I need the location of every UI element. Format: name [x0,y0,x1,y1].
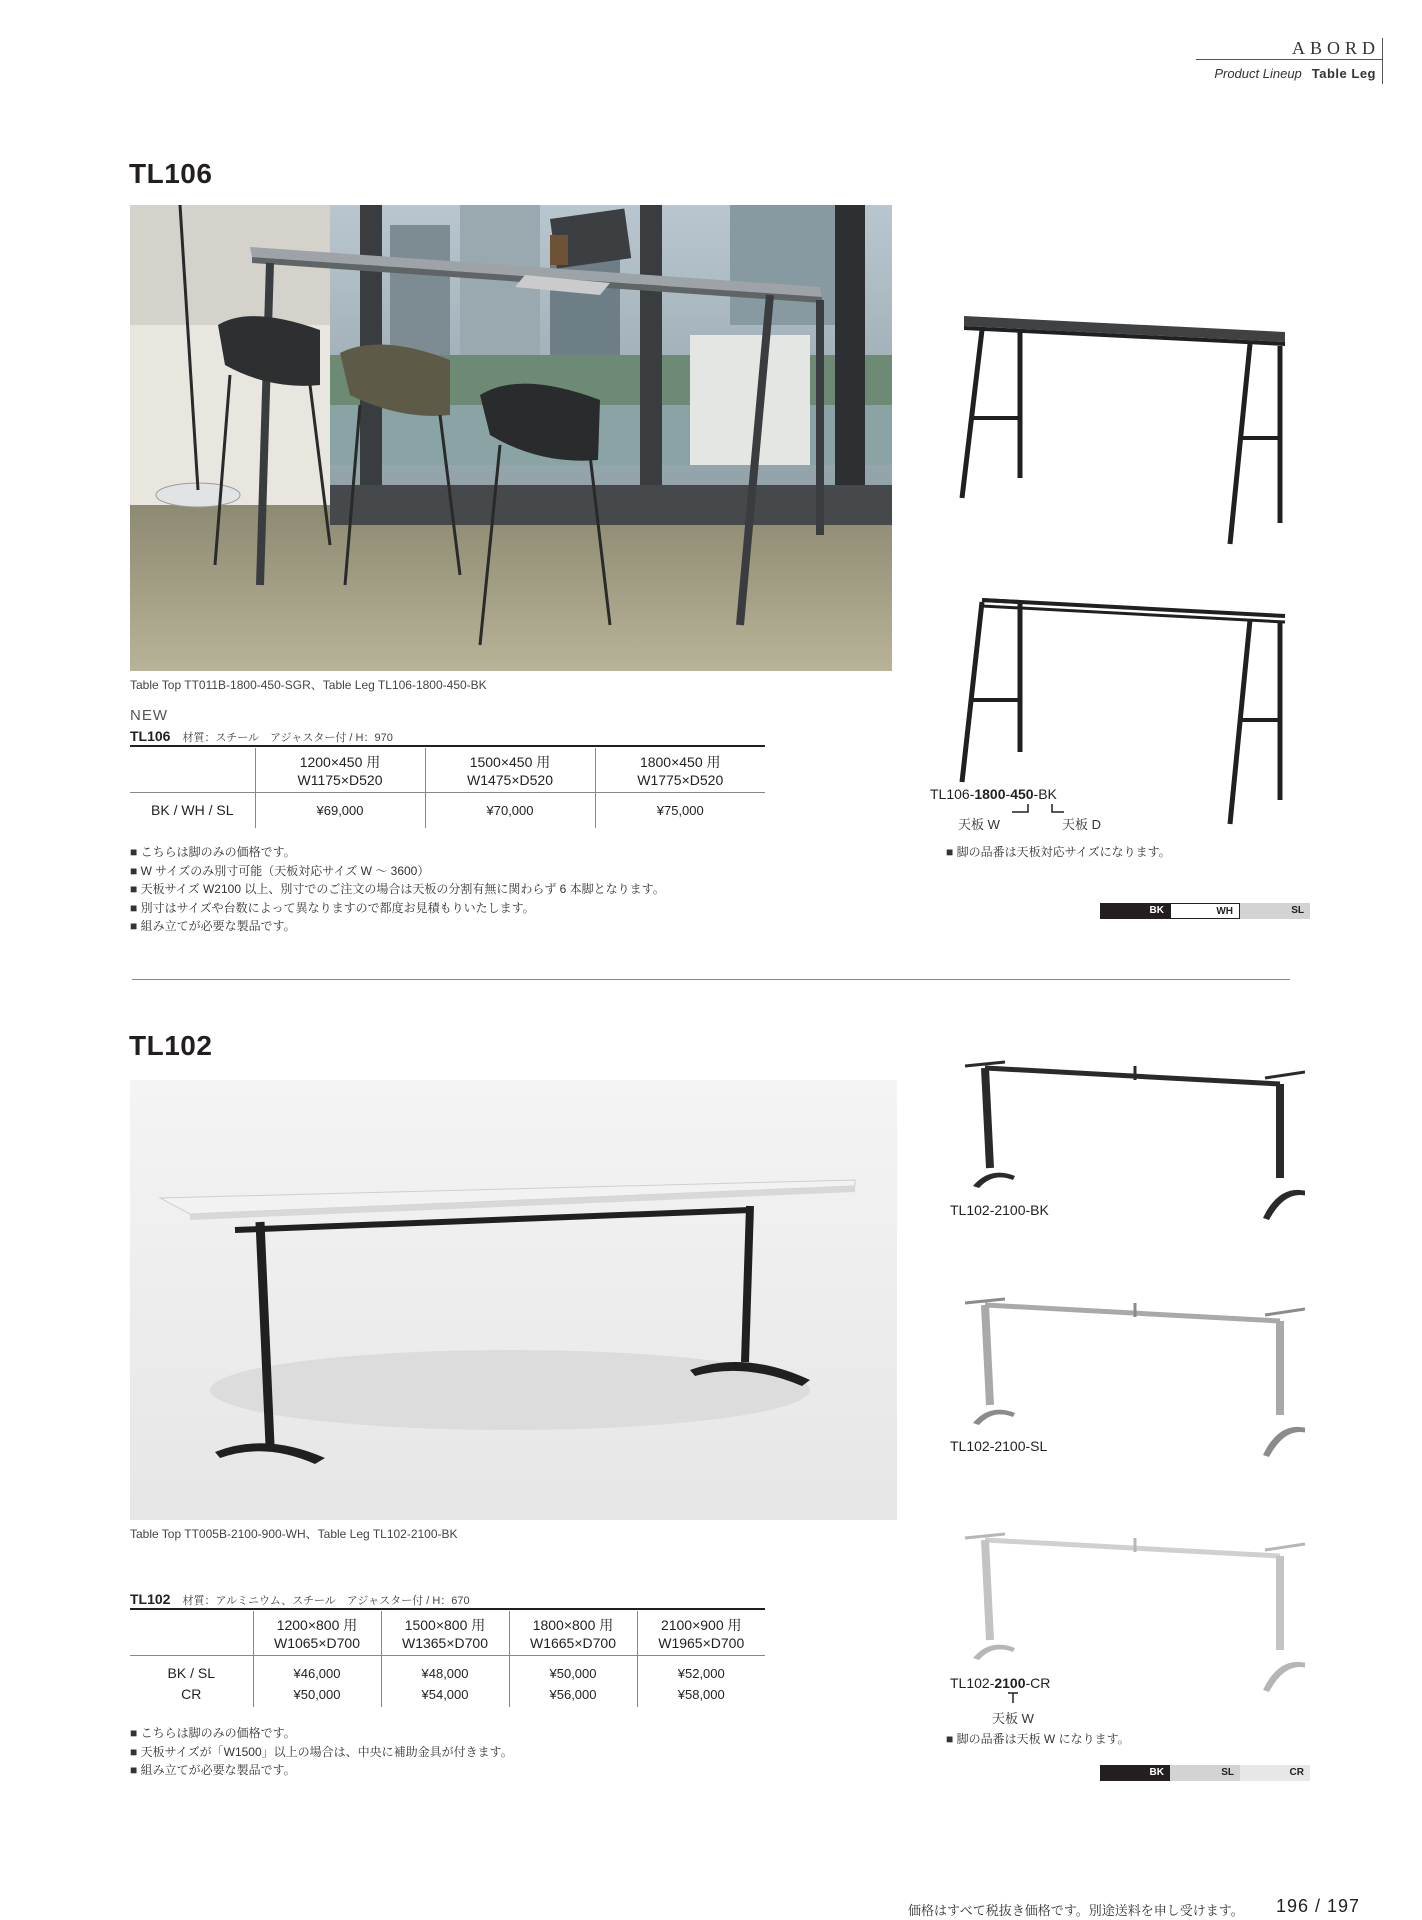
price-cell: ¥54,000 [381,1681,509,1707]
tl106-notes [130,843,665,936]
label-top-depth: 天板 D [1062,817,1102,832]
label-top-width: 天板 W [992,1711,1034,1726]
tl102-spec-text: 材質：アルミニウム、スチール アジャスター付 / H：670 [182,1595,470,1607]
tl106-photo-scene [130,205,892,671]
row-label: BK / WH / SL [151,802,234,819]
tl106-spec-text: 材質：スチール アジャスター付 / H：970 [182,732,393,744]
color-chip-sl: SL [1240,903,1310,919]
tl106-table-rule [130,745,765,747]
note-item: ■ 組み立てが必要な製品です。 [130,917,665,936]
note-item: ■ 脚の品番は天板対応サイズになります。 [946,843,1171,862]
code-suffix: -CR [1025,1675,1051,1691]
note-item: ■ 別寸はサイズや台数によって異なりますので都度お見積もりいたします。 [130,899,665,918]
price-cell: ¥46,000 [253,1655,381,1681]
color-chip-cr: CR [1240,1765,1310,1781]
code-prefix: TL102- [950,1675,995,1691]
note-item: ■ 天板サイズ W2100 以上、別寸でのご注文の場合は天板の分割有無に関わらず 6 本脚となります。 [130,880,665,899]
code-depth: 450 [1010,786,1034,802]
tl102-code-note [946,1730,1130,1749]
tl106-with-top-drawing [950,308,1290,548]
note-item: ■ 天板サイズが「W1500」以上の場合は、中央に補助金具が付きます。 [130,1743,513,1762]
code-bracket-lines [1005,1691,1045,1705]
header-breadcrumb [1170,66,1376,81]
tl106-photo [130,205,892,671]
tl102-table-rule [130,1608,765,1610]
size-header [637,1611,765,1655]
header-rule [1196,59,1382,60]
table-row [130,792,765,828]
header-lineup: Product Lineup [1214,66,1302,81]
size-header [253,1611,381,1655]
color-chip-bk: BK [1100,903,1170,919]
size-header [425,748,595,792]
header-vertical-rule [1382,38,1383,84]
tl102-spec [130,1591,470,1608]
size-header-line2: W1475×D520 [466,771,553,788]
tl106-product-code [930,786,1057,802]
row-label: BK / SL [167,1665,215,1681]
size-header [509,1611,637,1655]
tl102-spec-model: TL102 [130,1591,171,1607]
tl106-price-table [130,748,765,828]
size-header-line1: 1500×450 用 [469,753,551,770]
price-cell: ¥48,000 [381,1655,509,1681]
size-header-line2: W1175×D520 [297,771,383,788]
tl102-price-table [130,1611,765,1707]
new-badge: NEW [130,707,168,724]
table-row [130,1655,765,1681]
page-number: 196 / 197 [1276,1896,1361,1916]
tl106-spec [130,728,393,745]
tl106-product-with-top [950,308,1290,548]
note-item: ■ こちらは脚のみの価格です。 [130,1724,513,1743]
table-header-row [130,748,765,792]
note-item: ■ 脚の品番は天板 W になります。 [946,1730,1130,1749]
code-prefix: TL106- [930,786,975,802]
tl106-caption: Table Top TT011B-1800-450-SGR、Table Leg TL106-1800-450-BK [130,678,487,692]
price-cell: ¥52,000 [637,1655,765,1681]
tl102-variant-bk: TL102-2100-BK [950,1202,1049,1218]
row-label: CR [181,1686,202,1702]
size-header-line2: W1665×D700 [529,1634,616,1651]
tl102-photo-scene [130,1080,897,1520]
price-cell: ¥50,000 [253,1681,381,1707]
size-header [595,748,765,792]
section-divider [132,979,1290,980]
code-suffix: -BK [1033,786,1057,802]
size-header-line1: 1200×800 用 [276,1616,358,1633]
size-header-line1: 1200×450 用 [299,753,381,770]
price-cell: ¥58,000 [637,1681,765,1707]
tl102-photo [130,1080,897,1520]
note-item: ■ こちらは脚のみの価格です。 [130,843,665,862]
color-chip-wh: WH [1170,903,1240,919]
size-header [255,748,425,792]
header-category: Table Leg [1311,66,1376,81]
color-chip-sl: SL [1170,1765,1240,1781]
footer-tax-note: 価格はすべて税抜き価格です。別途送料を申し受けます。 [908,1903,1244,1918]
price-cell: ¥75,000 [595,792,765,828]
size-header-line1: 1800×450 用 [639,753,721,770]
tl102-product-code [950,1675,1050,1691]
code-separator: - [1005,786,1011,802]
code-bracket [1005,1691,1045,1705]
table-header-row [130,1611,765,1655]
tl106-title: TL106 [129,158,213,189]
note-item: ■ W サイズのみ別寸可能（天板対応サイズ W ～ 3600） [130,862,665,881]
size-header-line2: W1965×D700 [658,1634,745,1651]
brand-logo: ABORD [1291,38,1380,58]
price-cell: ¥50,000 [509,1655,637,1681]
size-header-line1: 1500×800 用 [404,1616,486,1633]
size-header-line2: W1065×D700 [273,1634,360,1651]
tl106-code-note [946,843,1171,862]
size-header [381,1611,509,1655]
size-header-line2: W1775×D520 [637,771,724,788]
tl102-variant-sl: TL102-2100-SL [950,1438,1048,1454]
table-corner-cell [130,1611,253,1655]
tl102-caption: Table Top TT005B-2100-900-WH、Table Leg TL102-2100-BK [130,1527,458,1541]
price-cell: ¥56,000 [509,1681,637,1707]
label-top-width: 天板 W [958,817,1000,832]
tl102-title: TL102 [129,1030,213,1061]
price-cell: ¥70,000 [425,792,595,828]
code-width: 1800 [974,786,1006,802]
tl102-notes [130,1724,513,1780]
size-header-line1: 2100×900 用 [660,1616,742,1633]
size-header-line1: 1800×800 用 [532,1616,614,1633]
tl106-spec-model: TL106 [130,728,171,744]
note-item: ■ 組み立てが必要な製品です。 [130,1761,513,1780]
color-chip-bk: BK [1100,1765,1170,1781]
size-header-line2: W1365×D700 [401,1634,488,1651]
price-cell: ¥69,000 [255,792,425,828]
table-row [130,1681,765,1707]
table-corner-cell [130,748,255,792]
code-width: 2100 [994,1675,1026,1691]
